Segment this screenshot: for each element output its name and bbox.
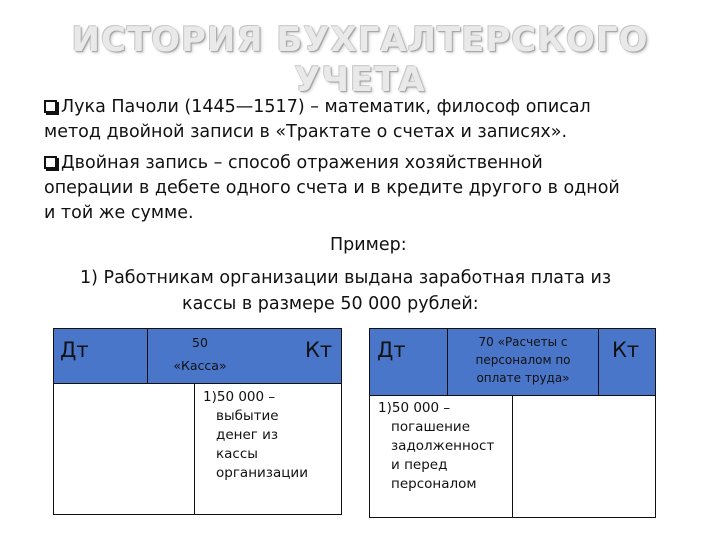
cash-account-title: «Касса»: [173, 358, 227, 373]
example-text: Работникам организации выдана заработная плата из: [97, 268, 612, 288]
cash-debit-label: Дт: [60, 338, 89, 362]
payroll-credit-label: Кт: [612, 338, 640, 362]
pacioli-line2: метод двойной записи в «Трактате о счетах и записях».: [44, 122, 568, 142]
checkbox-bullet-icon: [44, 100, 57, 113]
double-entry-lead: Двойная запись: [61, 153, 209, 173]
double-entry-rest: – способ отражения хозяйственной: [208, 153, 543, 173]
example-line1: [80, 266, 611, 291]
cash-debit-cell: [53, 383, 195, 515]
entry-line: и перед: [391, 457, 448, 473]
double-entry-line2: операции в дебете одного счета и в кредите другого в одной: [44, 178, 620, 198]
cash-credit-label: Кт: [305, 338, 333, 362]
entry-line: задолженност: [391, 438, 495, 454]
payroll-debit-label: Дт: [377, 338, 406, 362]
pacioli-lead: Лука Пачоли (1445—1517): [61, 97, 305, 117]
payroll-account-line3: оплате труда»: [476, 371, 570, 385]
example-heading: Пример:: [330, 235, 407, 255]
entry-line: погашение: [391, 419, 471, 435]
entry-line: организации: [216, 465, 308, 481]
paragraph-double-entry: [44, 151, 543, 176]
entry-line: 1)50 000 –: [203, 389, 276, 405]
double-entry-line3: и той же сумме.: [44, 203, 194, 223]
entry-line: 1)50 000 –: [378, 400, 451, 416]
example-line2: кассы в размере 50 000 рублей:: [182, 294, 479, 314]
cash-account-name: [150, 334, 250, 374]
payroll-account-line1: 70 «Расчеты с: [478, 335, 568, 349]
payroll-account-line2: персоналом по: [475, 353, 571, 367]
cash-account-number: 50: [192, 335, 208, 350]
entry-line: персоналом: [391, 476, 477, 492]
checkbox-bullet-icon: [44, 156, 57, 169]
payroll-account-name: [449, 333, 597, 387]
page-title: ИСТОРИЯ БУХГАЛТЕРСКОГО УЧЕТА: [71, 20, 649, 100]
entry-line: выбытие: [216, 408, 279, 424]
paragraph-pacioli: [44, 95, 591, 120]
pacioli-rest: – математик, философ описал: [304, 97, 591, 117]
entry-line: кассы: [216, 446, 258, 462]
example-number: 1): [80, 268, 98, 288]
cash-credit-entry: [203, 388, 333, 483]
entry-line: денег из: [216, 427, 279, 443]
payroll-credit-cell: [512, 395, 656, 518]
payroll-debit-entry: [378, 399, 510, 494]
